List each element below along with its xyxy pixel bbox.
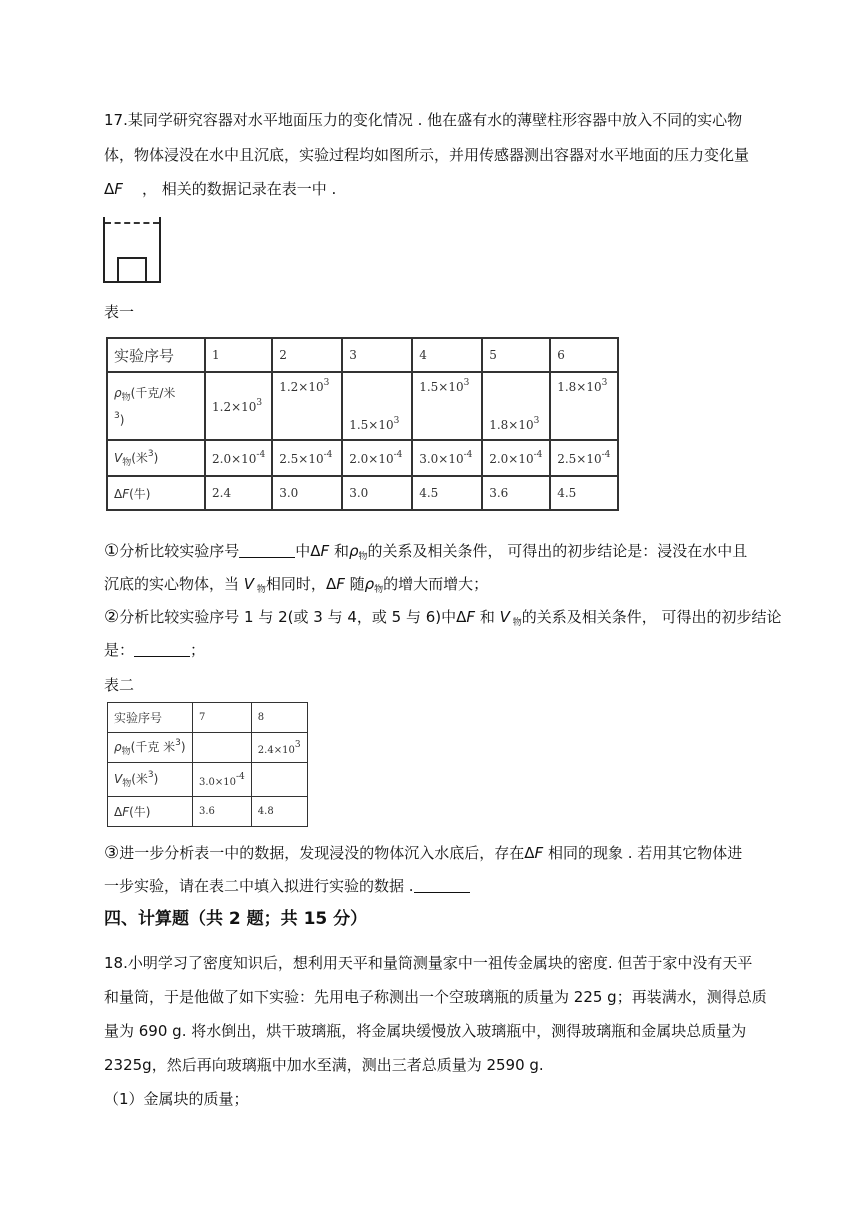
problem17-line1: 17.某同学研究容器对水平地面压力的变化情况 . 他在盛有水的薄壁柱形容器中放入不同的实心物 [104, 111, 743, 129]
table1-volume-cell [412, 440, 482, 476]
rho-unit: (千克 米 [130, 740, 176, 754]
rho-exponent: 3 [533, 416, 540, 426]
volume-subscript: 物 [509, 618, 522, 628]
volume-subscript: 物 [122, 457, 132, 468]
delta-symbol: Δ [104, 180, 115, 198]
rho-mantissa: 1.5×10 [419, 380, 464, 394]
problem18-question1: （1）金属块的质量； [104, 1090, 249, 1108]
volume-exponent: -4 [393, 450, 403, 460]
q1-text: 分析比较实验序号 [119, 542, 240, 560]
volume-unit: (米 [131, 450, 148, 465]
q2-text: 的关系及相关条件， 可得出的初步结论 [521, 608, 782, 626]
table1-caption: 表一 [104, 303, 135, 321]
rho-exponent: 3 [256, 398, 263, 408]
rho-mantissa: 1.8×10 [557, 380, 602, 394]
question2-line1 [104, 606, 782, 634]
water-surface-line [105, 222, 159, 224]
rho-exponent: 3 [463, 378, 470, 388]
table2-volume-label [108, 763, 193, 797]
delta-symbol: Δ [524, 844, 535, 862]
volume-subscript: 物 [122, 779, 132, 789]
table1-header-row [107, 338, 618, 372]
q2-text: ； [190, 641, 206, 659]
table1-force-row [107, 476, 618, 510]
volume-mantissa: 3.0×10 [199, 776, 237, 788]
table1-header-cell: 3 [342, 338, 412, 372]
force-symbol: F [114, 180, 123, 198]
volume-mantissa: 2.5×10 [557, 452, 602, 466]
volume-unit-exponent: 3 [147, 770, 154, 780]
volume-mantissa: 3.0×10 [419, 452, 464, 466]
table1-rho-cell [272, 372, 342, 440]
rho-mantissa: 2.4×10 [257, 744, 295, 756]
volume-exponent: -4 [323, 450, 333, 460]
volume-mantissa: 2.0×10 [212, 452, 257, 466]
table1-rho-label [107, 372, 205, 440]
volume-symbol: V [499, 608, 510, 626]
volume-exponent: -4 [533, 450, 543, 460]
q1-text: 沉底的实心物体，当 [104, 575, 244, 593]
rho-unit: (千克/米 [130, 385, 176, 400]
table1-volume-row [107, 440, 618, 476]
rho-mantissa: 1.2×10 [212, 400, 257, 414]
rho-exponent: 3 [294, 739, 301, 750]
rho-subscript: 物 [121, 392, 131, 403]
table1-volume-cell [342, 440, 412, 476]
table1-volume-cell [482, 440, 550, 476]
volume-exponent: -4 [236, 771, 245, 782]
rho-subscript: 物 [358, 552, 368, 562]
volume-unit-exponent: 3 [147, 448, 154, 459]
volume-exponent: -4 [601, 450, 611, 460]
table2-force-label [108, 797, 193, 827]
problem17-line3-text: ， 相关的数据记录在表一中 . [141, 180, 337, 198]
solid-block [117, 257, 147, 281]
force-symbol: F [122, 805, 130, 819]
q2-text: 分析比较实验序号 1 与 2(或 3 与 4，或 5 与 6)中 [119, 608, 457, 626]
force-symbol: F [320, 542, 330, 560]
volume-unit-close: ) [153, 450, 159, 465]
q3-text: 相同的现象 . 若用其它物体进 [543, 844, 743, 862]
table1-rho-cell [342, 372, 412, 440]
rho-subscript: 物 [121, 747, 131, 757]
table2-header-label: 实验序号 [108, 703, 193, 733]
table2-volume-cell[interactable] [251, 763, 307, 797]
rho-exponent: 3 [393, 416, 400, 426]
force-unit: (牛) [129, 805, 151, 819]
table2-force-cell: 3.6 [193, 797, 252, 827]
problem17-line3 [104, 178, 336, 200]
table2-force-cell: 4.8 [251, 797, 307, 827]
table1-header-cell: 6 [550, 338, 618, 372]
question1-line2 [104, 573, 488, 601]
table1-rho-cell [412, 372, 482, 440]
force-unit: (牛) [129, 486, 151, 501]
answer-blank[interactable] [239, 542, 295, 558]
q1-text: 随 [344, 575, 365, 593]
table2-rho-cell[interactable] [193, 733, 252, 763]
table1-force-cell: 4.5 [412, 476, 482, 510]
table1-header-cell: 1 [205, 338, 272, 372]
section-heading: 四、计算题（共 2 题；共 15 分） [104, 909, 368, 929]
question1-line1 [104, 540, 747, 568]
volume-mantissa: 2.5×10 [279, 452, 324, 466]
question2-line2 [104, 639, 205, 661]
rho-unit-close: ) [119, 412, 125, 427]
rho-symbol: ρ [114, 740, 122, 754]
rho-mantissa: 1.5×10 [349, 418, 394, 432]
table2-header-cell: 8 [251, 703, 307, 733]
volume-mantissa: 2.0×10 [349, 452, 394, 466]
table1-force-cell: 2.4 [205, 476, 272, 510]
q2-text: 和 [475, 608, 500, 626]
rho-subscript: 物 [374, 585, 384, 595]
q1-text: 中 [295, 542, 311, 560]
q1-text: 的增大而增大； [383, 575, 489, 593]
delta-symbol: Δ [325, 575, 337, 593]
rho-unit-exponent: 3 [114, 410, 120, 421]
question3-line2 [104, 875, 470, 897]
delta-symbol: Δ [310, 542, 321, 560]
table1-header-label: 实验序号 [107, 338, 205, 372]
rho-exponent: 3 [601, 378, 608, 388]
table1-rho-row [107, 372, 618, 440]
table1-volume-cell [205, 440, 272, 476]
table1-force-cell: 3.0 [342, 476, 412, 510]
q2-text: 是： [104, 641, 135, 659]
volume-exponent: -4 [463, 450, 473, 460]
rho-unit-exponent: 3 [175, 738, 181, 748]
rho-unit-close: ) [180, 740, 186, 754]
rho-symbol: ρ [114, 385, 122, 400]
q1-text: 的关系及相关条件， 可得出的初步结论是：浸没在水中且 [367, 542, 748, 560]
answer-blank[interactable] [134, 641, 190, 657]
table1-force-cell: 4.5 [550, 476, 618, 510]
table2-volume-cell [193, 763, 252, 797]
volume-symbol: V [114, 450, 123, 465]
table1-force-label [107, 476, 205, 510]
table1-volume-cell [272, 440, 342, 476]
rho-symbol: ρ [364, 575, 375, 593]
force-symbol: F [466, 608, 476, 626]
problem18-line2: 和量筒，于是他做了如下实验：先用电子称测出一个空玻璃瓶的质量为 225 g；再装满水，测得总质 [104, 988, 767, 1006]
table2-rho-cell [251, 733, 307, 763]
table1-volume-label [107, 440, 205, 476]
problem17-line2: 体，物体浸没在水中且沉底，实验过程均如图所示，并用传感器测出容器对水平地面的压力变化量 [104, 146, 750, 164]
table2-caption: 表二 [104, 676, 135, 694]
table1-force-cell: 3.0 [272, 476, 342, 510]
q3-text: 一步实验，请在表二中填入拟进行实验的数据 . [104, 877, 414, 895]
table2-rho-row [108, 733, 308, 763]
table1 [106, 337, 619, 511]
problem18-line4: 2325g，然后再向玻璃瓶中加水至满，测出三者总质量为 2590 g. [104, 1056, 544, 1074]
table2-volume-row [108, 763, 308, 797]
q3-text: 进一步分析表一中的数据，发现浸没的物体沉入水底后，存在 [119, 844, 525, 862]
problem18-line3: 量为 690 g. 将水倒出，烘干玻璃瓶，将金属块缓慢放入玻璃瓶中，测得玻璃瓶和金属块总质量为 [104, 1022, 747, 1040]
table1-header-cell: 4 [412, 338, 482, 372]
volume-exponent: -4 [256, 450, 266, 460]
volume-unit-close: ) [153, 772, 159, 786]
table2-rho-label [108, 733, 193, 763]
rho-symbol: ρ [348, 542, 359, 560]
force-symbol: F [122, 486, 130, 501]
question3-line1 [104, 842, 742, 864]
container-figure [103, 217, 161, 283]
table1-force-cell: 3.6 [482, 476, 550, 510]
volume-unit: (米 [131, 772, 148, 786]
table2-header-row [108, 703, 308, 733]
circled-number-3: ③ [104, 843, 120, 863]
table2-force-row [108, 797, 308, 827]
problem18-line1: 18.小明学习了密度知识后，想利用天平和量筒测量家中一祖传金属块的密度. 但苦于家中没有天平 [104, 954, 753, 972]
table1-header-cell: 5 [482, 338, 550, 372]
q1-text: 和 [329, 542, 349, 560]
volume-symbol: V [114, 772, 123, 786]
delta-symbol: Δ [456, 608, 467, 626]
volume-subscript: 物 [254, 585, 266, 595]
force-symbol: F [336, 575, 345, 593]
answer-blank[interactable] [414, 877, 470, 893]
table1-rho-cell [482, 372, 550, 440]
q1-text: 相同时， [265, 575, 326, 593]
volume-mantissa: 2.0×10 [489, 452, 534, 466]
table1-rho-cell [205, 372, 272, 440]
rho-mantissa: 1.8×10 [489, 418, 534, 432]
delta-symbol: Δ [114, 805, 123, 819]
force-symbol: F [534, 844, 544, 862]
volume-symbol: V [243, 575, 255, 593]
circled-number-1: ① [104, 541, 120, 561]
table1-volume-cell [550, 440, 618, 476]
table1-header-cell: 2 [272, 338, 342, 372]
rho-mantissa: 1.2×10 [279, 380, 324, 394]
table1-rho-cell [550, 372, 618, 440]
delta-symbol: Δ [114, 486, 123, 501]
table2 [107, 702, 308, 827]
table2-header-cell: 7 [193, 703, 252, 733]
rho-exponent: 3 [323, 378, 330, 388]
circled-number-2: ② [104, 607, 120, 627]
